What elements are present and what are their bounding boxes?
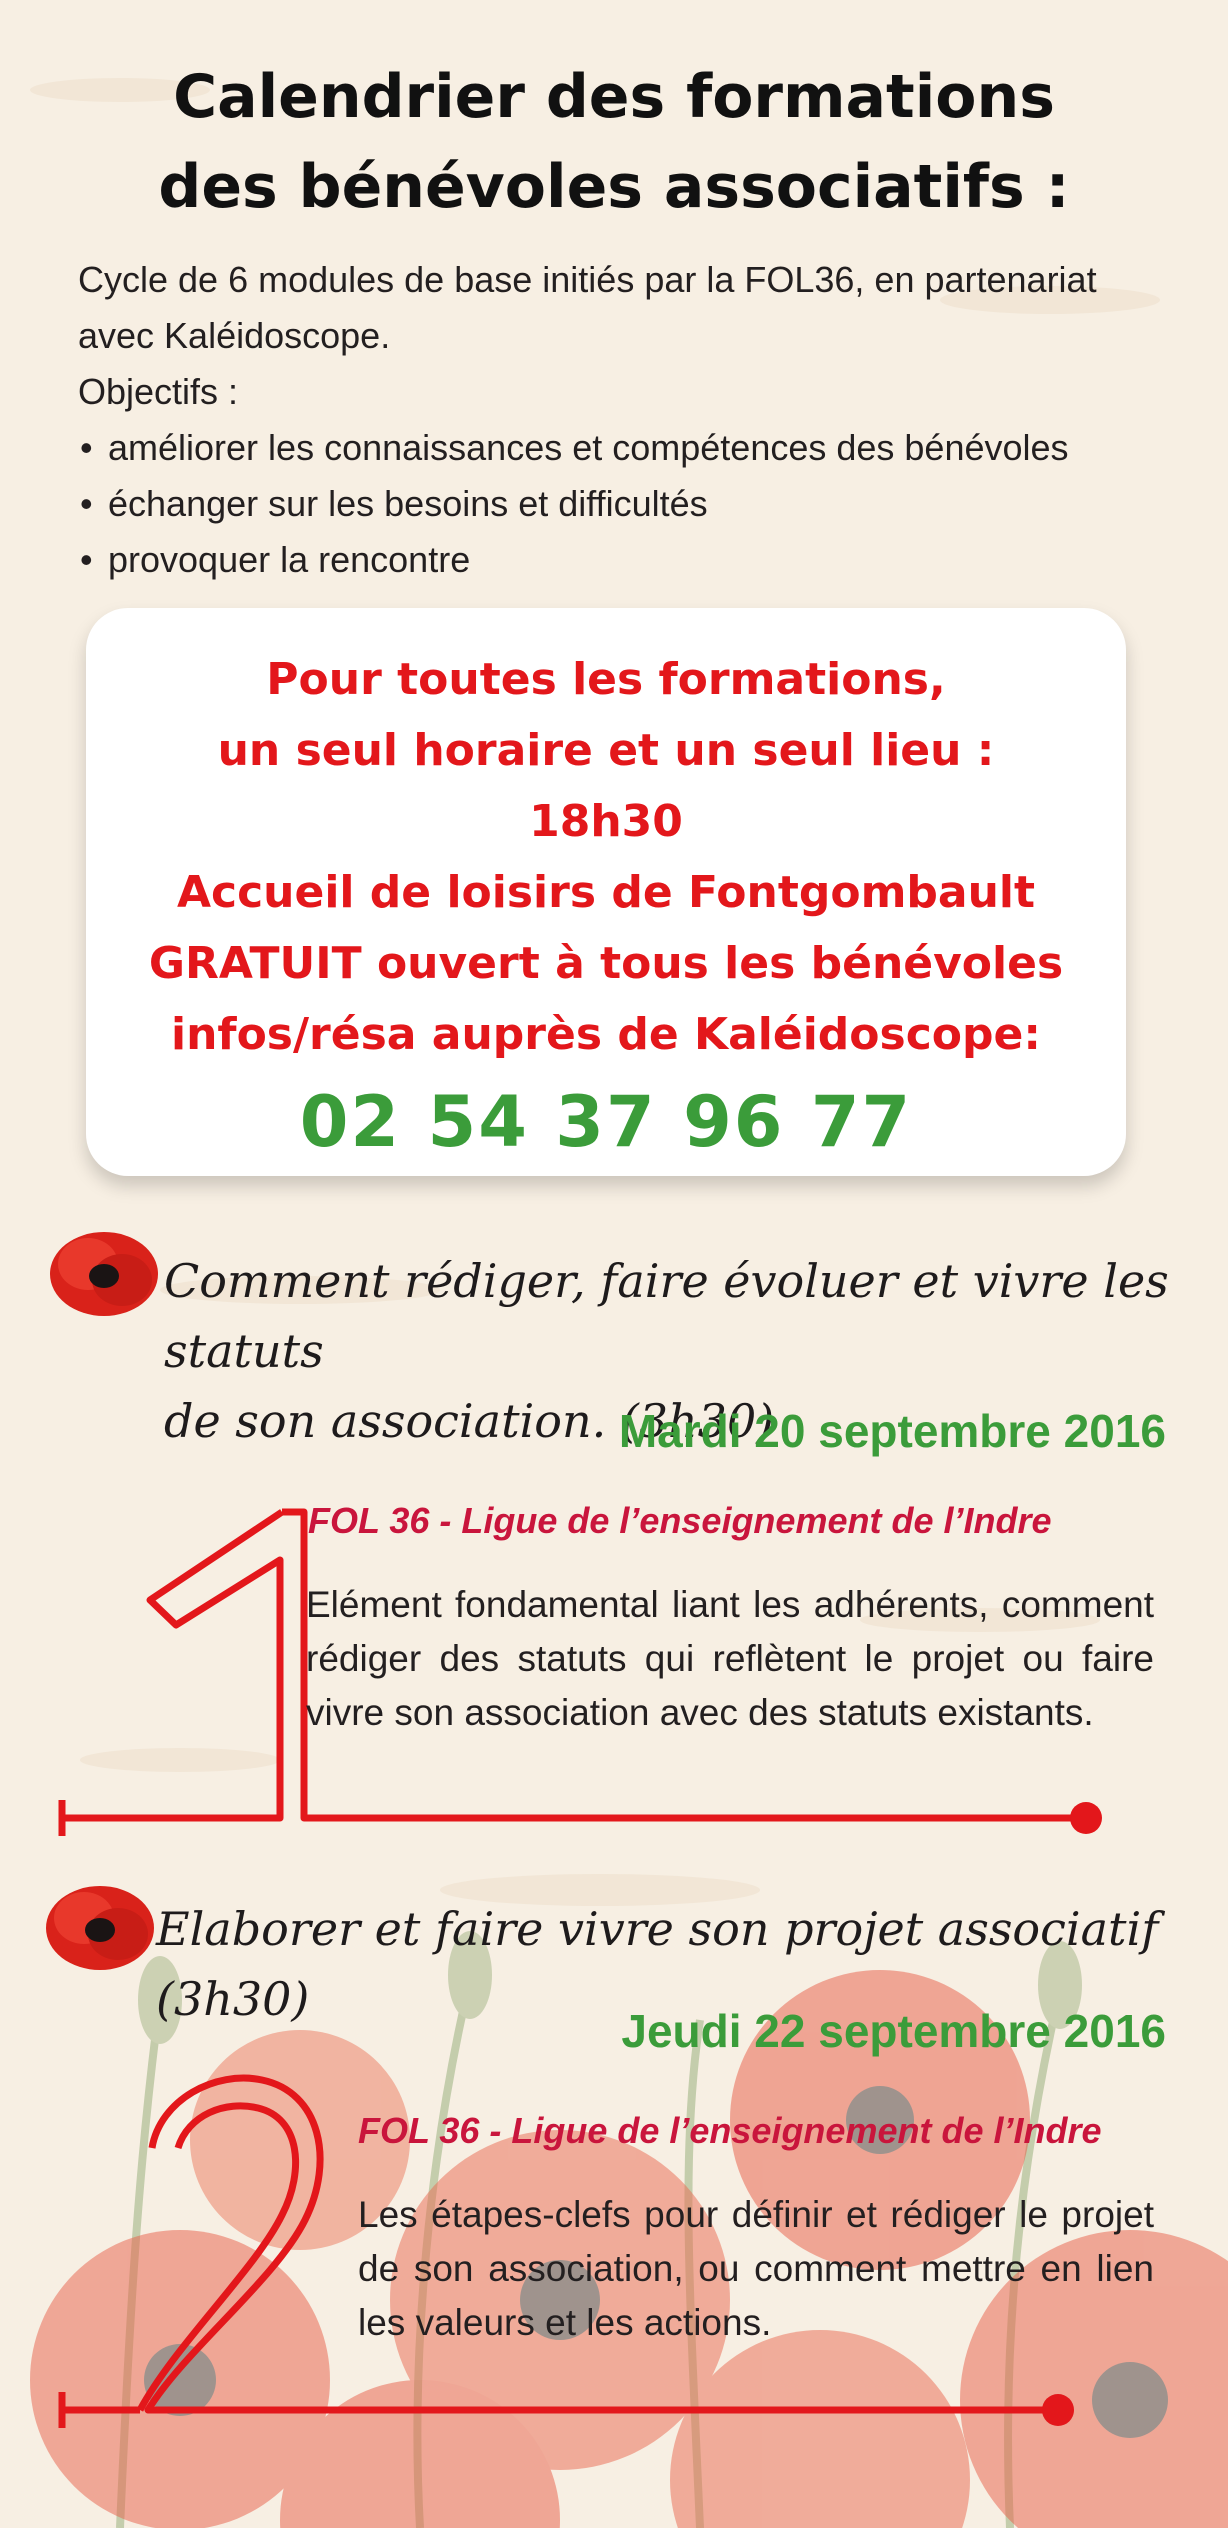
- module-2-description: Les étapes-clefs pour définir et rédiger le projet de son association, ou comment mettre en lien les valeurs et les actions.: [358, 2194, 1154, 2343]
- info-place: Accueil de loisirs de Fontgombault: [176, 867, 1036, 918]
- module-1-title-line-1: Comment rédiger, faire évoluer et vivre les statuts: [164, 1254, 1169, 1378]
- info-box: [86, 608, 1126, 1176]
- poppy-icon: [44, 1882, 156, 1974]
- info-time: 18h30: [529, 796, 683, 847]
- title-line-2: des bénévoles associatifs :: [158, 152, 1070, 222]
- info-free: GRATUIT ouvert à tous les bénévoles: [148, 938, 1064, 989]
- info-line-1: Pour toutes les formations,: [266, 654, 946, 705]
- module-2-date: Jeudi 22 septembre 2016: [621, 2005, 1166, 2057]
- objective-item: • provoquer la rencontre: [78, 532, 1158, 588]
- module-1-description: Elément fondamental liant les adhérents, comment rédiger des statuts qui reflètent le projet ou faire vivre son association avec des statuts existants.: [306, 1584, 1154, 1733]
- intro-line-2: avec Kaléidoscope.: [78, 315, 391, 356]
- intro-block: [78, 252, 1158, 588]
- objective-item: • échanger sur les besoins et difficultés: [78, 476, 1158, 532]
- info-line-2: un seul horaire et un seul lieu :: [217, 725, 995, 776]
- info-contact: infos/résa auprès de Kaléidoscope:: [171, 1009, 1041, 1060]
- module-2-title-line-1: Elaborer et faire vivre son projet associatif (3h30): [156, 1902, 1159, 2026]
- title-line-1: Calendrier des formations: [173, 62, 1055, 132]
- info-phone[interactable]: 02 54 37 96 77: [299, 1081, 913, 1163]
- page-title: [0, 52, 1228, 232]
- module-2-organizer: FOL 36 - Ligue de l’enseignement de l’Indre: [358, 2110, 1102, 2151]
- objective-item: • améliorer les connaissances et compétences des bénévoles: [78, 420, 1158, 476]
- objectives-list: [78, 420, 1158, 588]
- module-1-organizer: FOL 36 - Ligue de l’enseignement de l’Indre: [308, 1500, 1052, 1541]
- module-1-title-line-2: de son association. (3h30): [164, 1394, 775, 1448]
- poppy-icon: [48, 1228, 160, 1320]
- module-1-date: Mardi 20 septembre 2016: [618, 1405, 1166, 1457]
- intro-line-1: Cycle de 6 modules de base initiés par la FOL36, en partenariat: [78, 259, 1097, 300]
- objectives-label: Objectifs :: [78, 371, 239, 412]
